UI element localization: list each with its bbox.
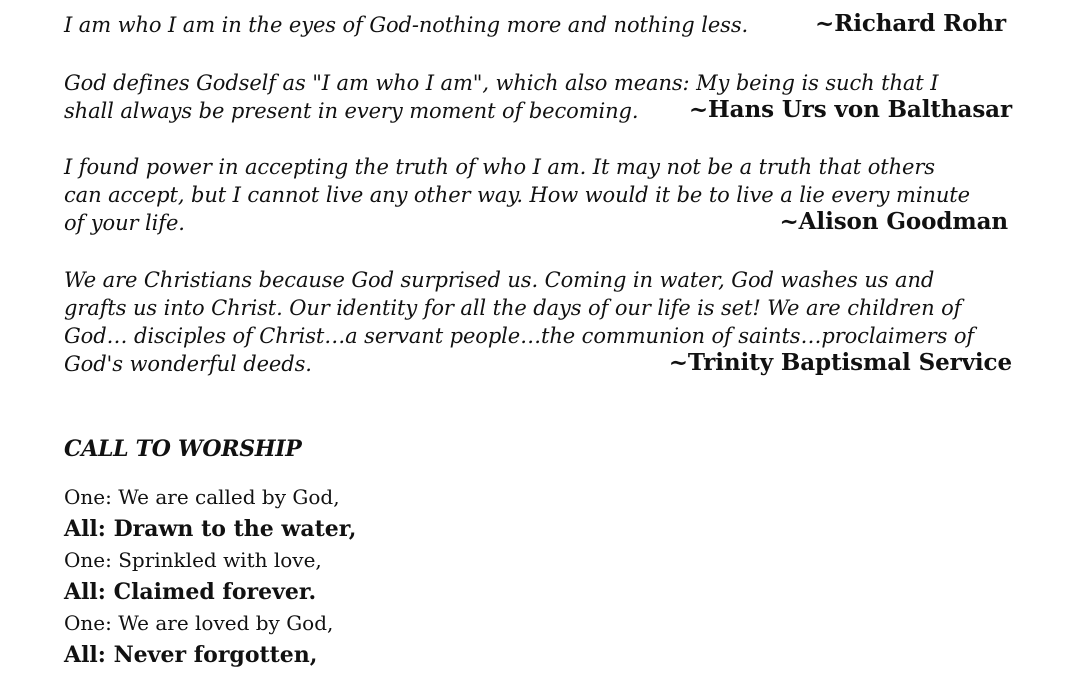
quote-line bbox=[64, 97, 1012, 125]
litany-line-one: One: We are called by God, bbox=[64, 485, 340, 509]
quote-line: I found power in accepting the truth of who I am. It may not be a truth that others bbox=[64, 155, 935, 179]
quote-line: grafts us into Christ. Our identity for all the days of our life is set! We are children of bbox=[64, 296, 962, 320]
quote-alison-goodman bbox=[64, 153, 1012, 237]
quote-line bbox=[64, 350, 1012, 378]
quote-text: God's wonderful deeds. bbox=[64, 352, 312, 376]
litany-line-all: All: Claimed forever. bbox=[64, 578, 317, 605]
litany-line-all: All: Never forgotten, bbox=[64, 641, 318, 668]
litany-line-one: One: We are loved by God, bbox=[64, 611, 334, 635]
quote-author: ~Richard Rohr bbox=[815, 10, 1006, 37]
quote-richard-rohr bbox=[64, 11, 1012, 39]
quote-line: We are Christians because God surprised us. Coming in water, God washes us and bbox=[64, 268, 935, 292]
call-to-worship-heading: CALL TO WORSHIP bbox=[64, 436, 302, 462]
quote-line: God… disciples of Christ…a servant people…the communion of saints…proclaimers of bbox=[64, 324, 975, 348]
quote-author: ~Alison Goodman bbox=[779, 208, 1008, 235]
quote-trinity-baptismal-service bbox=[64, 266, 1012, 378]
quote-hans-urs-von-balthasar bbox=[64, 69, 1012, 125]
litany-line-one: One: Sprinkled with love, bbox=[64, 548, 322, 572]
quote-line: can accept, but I cannot live any other way. How would it be to live a lie every minute bbox=[64, 183, 970, 207]
quote-line: God defines Godself as "I am who I am", which also means: My being is such that I bbox=[64, 71, 939, 95]
quote-text: of your life. bbox=[64, 211, 185, 235]
quote-author: ~Hans Urs von Balthasar bbox=[688, 96, 1012, 123]
quote-line bbox=[64, 209, 1012, 237]
quote-text: shall always be present in every moment of becoming. bbox=[64, 99, 639, 123]
litany-line-all: All: Drawn to the water, bbox=[64, 515, 357, 542]
quote-line bbox=[64, 11, 1012, 39]
call-to-worship-litany bbox=[64, 482, 964, 671]
quote-author: ~Trinity Baptismal Service bbox=[668, 349, 1012, 376]
quote-text: I am who I am in the eyes of God-nothing more and nothing less. bbox=[64, 13, 749, 37]
